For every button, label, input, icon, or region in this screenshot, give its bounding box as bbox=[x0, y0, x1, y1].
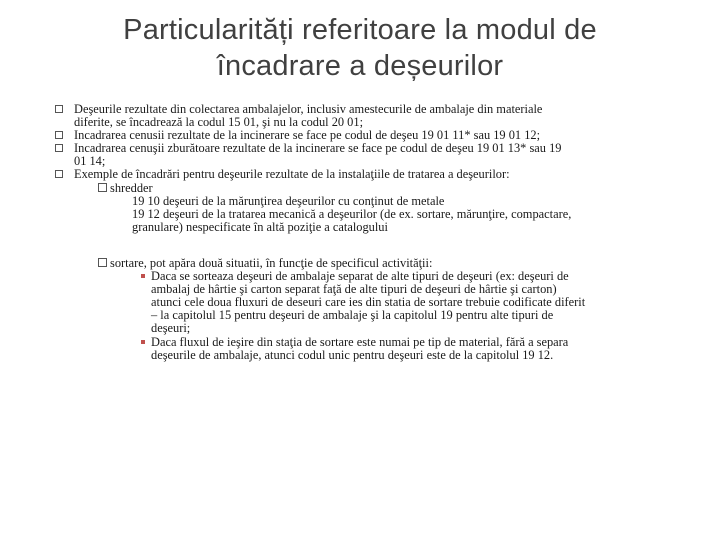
checkbox-bullet-icon bbox=[55, 170, 63, 178]
checkbox-bullet-icon bbox=[55, 131, 63, 139]
bullet-item bbox=[52, 168, 682, 181]
bullet-item bbox=[52, 103, 682, 129]
shredder-label: shredder bbox=[110, 180, 153, 195]
subitem-line: deşeurile de ambalaje, atunci codul unic pentru deşeuri este de la capitolul 19 12. bbox=[151, 347, 554, 362]
shredder-code: 19 12 deşeuri de la tratarea mecanică a deşeurilor (de ex. sortare, mărunţire, compactare, bbox=[132, 206, 572, 221]
checkbox-bullet-icon bbox=[98, 258, 107, 267]
bullet-line: diferite, se încadrează la codul 15 01, şi nu la codul 20 01; bbox=[74, 115, 364, 130]
subitem-line: – la capitolul 15 pentru deşeuri de ambalaje şi la capitolul 19 pentru alte tipuri de bbox=[151, 308, 554, 323]
title-line: încadrare a deșeurilor bbox=[216, 50, 504, 82]
square-bullet-icon bbox=[141, 274, 145, 278]
subitem-line: deşeuri; bbox=[151, 321, 191, 336]
bullet-line: Incadrarea cenusii rezultate de la incinerare se face pe codul de deşeu 19 01 11* sau 19 01 12; bbox=[74, 128, 541, 143]
shredder-code: 19 10 deşeuri de la mărunţirea deşeurilor cu conţinut de metale bbox=[132, 193, 445, 208]
shredder-code: granulare) nespecificate în altă poziţie a catalogului bbox=[132, 219, 388, 234]
subitem-line: Daca se sorteaza deşeuri de ambalaje separat de alte tipuri de deşeuri (ex: deşeuri de bbox=[151, 269, 569, 284]
slide-content bbox=[52, 103, 682, 362]
sortare-subitem bbox=[52, 270, 682, 335]
square-bullet-icon bbox=[141, 340, 145, 344]
shredder-item bbox=[52, 182, 682, 195]
checkbox-bullet-icon bbox=[55, 144, 63, 152]
checkbox-bullet-icon bbox=[98, 183, 107, 192]
bullet-line: 01 14; bbox=[74, 154, 106, 169]
bullet-item bbox=[52, 142, 682, 168]
sortare-label: sortare, pot apăra două situatii, în funcţie de specificul activităţii: bbox=[110, 255, 433, 270]
slide-title bbox=[40, 12, 680, 84]
subitem-line: ambalaj de hârtie şi carton separat faţă de alte tipuri de deşeuri de hârtie şi carton) bbox=[151, 282, 557, 297]
spacer bbox=[52, 234, 682, 257]
sortare-subitem bbox=[52, 336, 682, 362]
subitem-line: atunci cele doua fluxuri de deseuri care ies din statia de sortare trebuie codificate diferit bbox=[151, 295, 586, 310]
checkbox-bullet-icon bbox=[55, 105, 63, 113]
bullet-line: Deşeurile rezultate din colectarea ambalajelor, inclusiv amestecurile de ambalaje din materiale bbox=[74, 102, 543, 116]
bullet-line: Incadrarea cenuşii zburătoare rezultate de la incinerare se face pe codul de deşeu 19 01 13* sau 19 bbox=[74, 141, 562, 156]
title-line: Particularități referitoare la modul de bbox=[123, 14, 597, 46]
bullet-line: Exemple de încadrări pentru deşeurile rezultate de la instalaţiile de tratarea a deşeurilor: bbox=[74, 167, 510, 182]
subitem-line: Daca fluxul de ieşire din staţia de sortare este numai pe tip de material, fără a separa bbox=[151, 334, 569, 349]
